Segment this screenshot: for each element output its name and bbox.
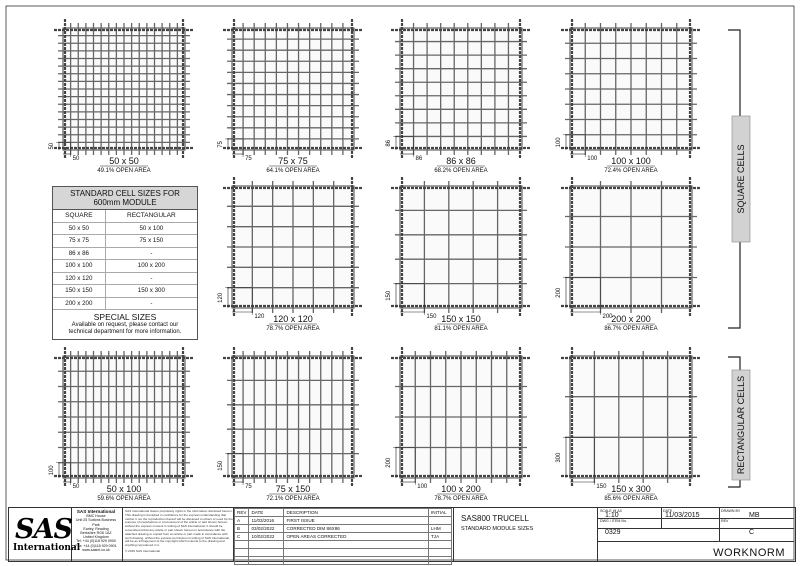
panel-size-label: 120 x 120	[273, 314, 313, 324]
panel-size-label: 150 x 300	[611, 484, 651, 494]
panel-size-label: 75 x 75	[278, 156, 308, 166]
column-square: SQUARE	[53, 210, 105, 222]
grid-panel-86x86	[386, 19, 531, 174]
panel-size-label: 150 x 150	[441, 314, 481, 324]
table-row: B 03/02/2022 CORRECTED DIM 86X86 LHM	[235, 525, 452, 533]
standard-table-title: STANDARD CELL SIZES FOR 600mm MODULE	[53, 187, 197, 210]
panel-size-label: 86 x 86	[446, 156, 476, 166]
square-cells-label: SQUARE CELLS	[736, 144, 746, 214]
column-rectangular: RECTANGULAR	[105, 210, 197, 222]
dim-label-horizontal: 86	[415, 156, 423, 162]
panel-size-label: 75 x 150	[275, 484, 311, 494]
grid-panel-150x300	[556, 347, 701, 502]
rectangular-cells-bracket	[728, 357, 750, 487]
panel-frame	[232, 356, 354, 478]
panel-open-area-label: 85.6% OPEN AREA	[604, 496, 658, 502]
dim-label-horizontal: 100	[587, 156, 598, 162]
dim-label-horizontal: 50	[72, 484, 80, 490]
dim-label-horizontal: 200	[602, 314, 613, 320]
dim-label-vertical: 50	[49, 142, 55, 150]
dim-label-vertical: 300	[556, 452, 562, 463]
table-row: 120 x 120 -	[53, 272, 197, 285]
grid-panel-75x75	[218, 19, 363, 174]
drawn-by-value: MB	[749, 512, 760, 519]
sas-logo: SAS	[15, 514, 72, 545]
special-sizes-note: SPECIAL SIZES Available on request, please contact our technical department for more information.	[53, 310, 197, 339]
table-row: 150 x 150 150 x 300	[53, 285, 197, 298]
dim-label-horizontal: 75	[245, 484, 252, 490]
dim-label-horizontal: 150	[596, 484, 607, 490]
panel-size-label: 50 x 50	[109, 156, 139, 166]
dim-label-vertical: 75	[218, 141, 224, 148]
panel-open-area-label: 68.2% OPEN AREA	[434, 168, 488, 174]
dim-label-horizontal: 120	[254, 314, 265, 320]
grid-panel-120x120	[218, 177, 363, 332]
dim-label-vertical: 86	[386, 139, 392, 147]
grid-panel-200x200	[556, 177, 701, 332]
scale-label: SCALE @ A3	[600, 509, 622, 513]
panel-size-label: 50 x 100	[106, 484, 142, 494]
company-address: SAS International BMC House Unit 25 Suttons Business Park Earley, Reading Berkshire RG6 1AZ United Kingdom Tel: +44 (0)118 929 0900 Fax: +44 (0)118 929 0901 www.sasint.co.uk	[75, 509, 117, 552]
dwg-item-value: 0329	[605, 529, 621, 536]
table-row: 75 x 75 75 x 150	[53, 235, 197, 248]
dwg-item-label: DWG / ITEM No.	[600, 519, 627, 523]
dim-label-horizontal: 100	[417, 484, 428, 490]
rev-value: C	[749, 529, 755, 536]
grid-panel-50x50	[49, 19, 194, 174]
sas-logo-sub: International	[13, 543, 81, 553]
panel-size-label: 100 x 100	[611, 156, 651, 166]
panel-frame	[400, 28, 522, 150]
panel-open-area-label: 78.7% OPEN AREA	[266, 326, 320, 332]
table-row: 100 x 100 100 x 200	[53, 260, 197, 273]
dim-label-vertical: 120	[218, 292, 224, 303]
dim-label-vertical: 100	[49, 465, 55, 476]
panel-frame	[570, 356, 692, 478]
grid-panel-100x200	[386, 347, 531, 502]
dim-label-vertical: 150	[218, 460, 224, 471]
legal-notice: SAS International claims proprietary rights in the information disclosed hereon. This drawing is furnished in confidence for the express understanding that neither it nor the reproduction thereof will be disclosed to others or used for the purpose of manufacture or procurement of the article or part shown hereon without the express consent in writing of SAS International. It should be remembered that any article or part shown hereon in accordance with the attached drawing or copied from an article or part made in accordance with such drawing, without the express permission in writing of SAS International, will be an infringement of the copyright which extends to the drawing and anything reproduced in it. © 2015 SAS International	[125, 509, 233, 553]
revision-header-row: REV DATE DESCRIPTION INITIAL	[235, 509, 452, 517]
table-row: 86 x 86 -	[53, 247, 197, 260]
grid-panel-100x100	[556, 19, 701, 174]
scale-value: 1:10	[605, 512, 619, 519]
panel-open-area-label: 78.7% OPEN AREA	[434, 496, 488, 502]
panel-open-area-label: 86.7% OPEN AREA	[604, 326, 658, 332]
table-row: A 11/03/2016 FIRST ISSUE	[235, 517, 452, 525]
date-label: DATE	[663, 509, 673, 513]
dim-label-horizontal: 150	[426, 314, 437, 320]
rev-label: REV	[721, 519, 729, 523]
project-title: SAS800 TRUCELL	[461, 514, 529, 523]
panel-size-label: 200 x 200	[611, 314, 651, 324]
panel-open-area-label: 81.1% OPEN AREA	[434, 326, 488, 332]
dim-label-vertical: 100	[556, 137, 562, 148]
standard-sizes-grid	[53, 210, 197, 310]
panel-frame	[400, 186, 522, 308]
panel-open-area-label: 49.1% OPEN AREA	[97, 168, 151, 174]
dim-label-horizontal: 50	[72, 156, 80, 162]
drawing-subtitle: STANDARD MODULE SIZES	[461, 526, 534, 532]
panel-open-area-label: 59.6% OPEN AREA	[97, 496, 151, 502]
panel-size-label: 100 x 200	[441, 484, 481, 494]
date-value: 11/03/2015	[665, 512, 700, 519]
table-row: C 10/02/2022 OPEN AREAS CORRECTED TJA	[235, 533, 452, 541]
title-block	[8, 507, 796, 562]
panel-open-area-label: 64.1% OPEN AREA	[266, 168, 320, 174]
drawn-by-label: DRAWN BY	[721, 509, 741, 513]
dim-label-vertical: 200	[556, 287, 562, 298]
table-row: 200 x 200 -	[53, 297, 197, 310]
dim-label-vertical: 150	[386, 290, 392, 301]
panel-open-area-label: 72.1% OPEN AREA	[266, 496, 320, 502]
special-sizes-title: SPECIAL SIZES	[93, 312, 157, 322]
worknorm-label: WORKNORM	[713, 547, 785, 559]
table-row: 50 x 50 50 x 100	[53, 222, 197, 235]
standard-cell-sizes-table	[52, 186, 198, 340]
panel-open-area-label: 72.4% OPEN AREA	[604, 168, 658, 174]
grid-panel-75x150	[218, 347, 363, 502]
table-header-row	[53, 210, 197, 222]
dim-label-horizontal: 75	[245, 156, 252, 162]
square-cells-bracket	[728, 30, 750, 328]
panel-frame	[232, 28, 354, 150]
rectangular-cells-label: RECTANGULAR CELLS	[736, 375, 746, 475]
dim-label-vertical: 200	[386, 457, 392, 468]
grid-panel-150x150	[386, 177, 531, 332]
grid-panel-50x100	[49, 347, 194, 502]
